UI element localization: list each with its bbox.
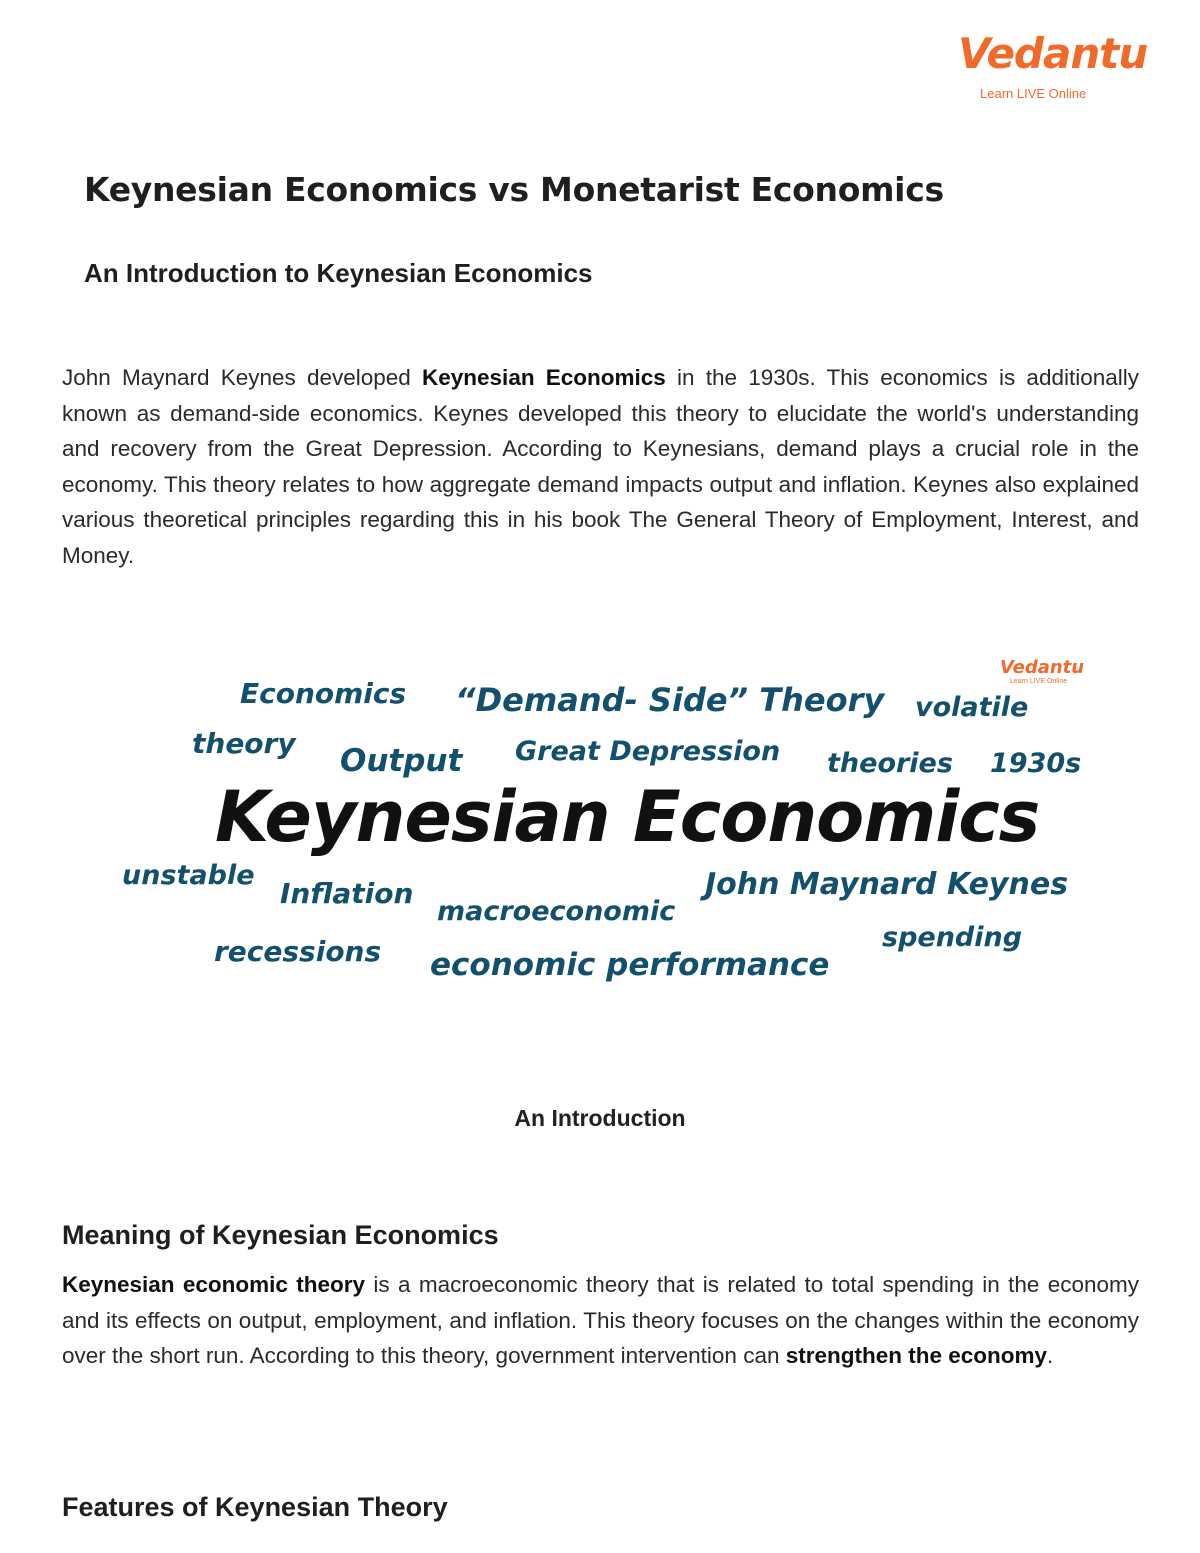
wc-word-spending: spending: [882, 922, 1023, 953]
meaning-text-2: is a macroeconomic theory that is related to total spending in the economy and its effects on output, employment, and inflation. This theory focuses on the changes within the economy over the short run. According to this theory, government intervention can: [62, 1272, 1140, 1368]
intro-text-2: Keynesian Economics: [422, 365, 666, 390]
word-cloud-logo-name: Vedantu: [1000, 657, 1085, 678]
word-cloud-image: [110, 650, 1090, 1010]
meaning-paragraph: [62, 1267, 1139, 1374]
wc-word-keynesian-economics: Keynesian Economics: [215, 776, 1040, 858]
meaning-heading: Meaning of Keynesian Economics: [62, 1220, 499, 1250]
word-cloud-logo-tagline: Learn LIVE Online: [1010, 678, 1068, 685]
wc-word-economic-performance: economic performance: [430, 947, 830, 983]
wc-word-great-depression: Great Depression: [515, 736, 781, 767]
intro-paragraph: [62, 360, 1139, 573]
wc-word-john-maynard-keynes: John Maynard Keynes: [705, 867, 1069, 902]
wc-word-unstable: unstable: [122, 860, 255, 891]
meaning-text-1: Keynesian economic theory: [62, 1272, 366, 1297]
wc-word-demand-side-theory: “Demand- Side” Theory: [455, 681, 885, 719]
intro-text-3: in the 1930s. This economics is additionally known as demand-side economics. Keynes developed this theory to elucidate the world's understanding and recovery from the Great Depression. According to Keynesians, demand plays a crucial role in the economy. This theory relates to how aggregate demand impacts output and inflation. Keynes also explained various theoretical principles regarding this in his book The General Theory of Employment, Interest, and Money.: [62, 365, 1140, 568]
image-caption: An Introduction: [514, 1105, 686, 1131]
wc-word-volatile: volatile: [915, 692, 1029, 723]
features-heading: Features of Keynesian Theory: [62, 1492, 448, 1522]
brand-name: Vedantu: [958, 29, 1148, 78]
wc-word-output: Output: [340, 743, 463, 779]
wc-word-theory: theory: [192, 727, 296, 760]
brand-tagline: Learn LIVE Online: [980, 86, 1087, 101]
vedantu-logo: [958, 29, 1148, 110]
wc-word-1930s: 1930s: [990, 748, 1082, 779]
meaning-text-4: .: [1047, 1343, 1054, 1368]
wc-word-inflation: Inflation: [280, 877, 414, 910]
word-cloud-logo: [1000, 657, 1085, 692]
meaning-text-3: strengthen the economy: [785, 1343, 1048, 1368]
wc-word-theories: theories: [827, 748, 953, 779]
wc-word-recessions: recessions: [214, 935, 382, 968]
intro-text-1: John Maynard Keynes developed: [62, 365, 423, 390]
page-title: Keynesian Economics vs Monetarist Economics: [84, 170, 944, 209]
wc-word-macroeconomic: macroeconomic: [437, 896, 676, 927]
intro-heading: An Introduction to Keynesian Economics: [84, 258, 593, 288]
wc-word-economics: Economics: [240, 677, 407, 710]
